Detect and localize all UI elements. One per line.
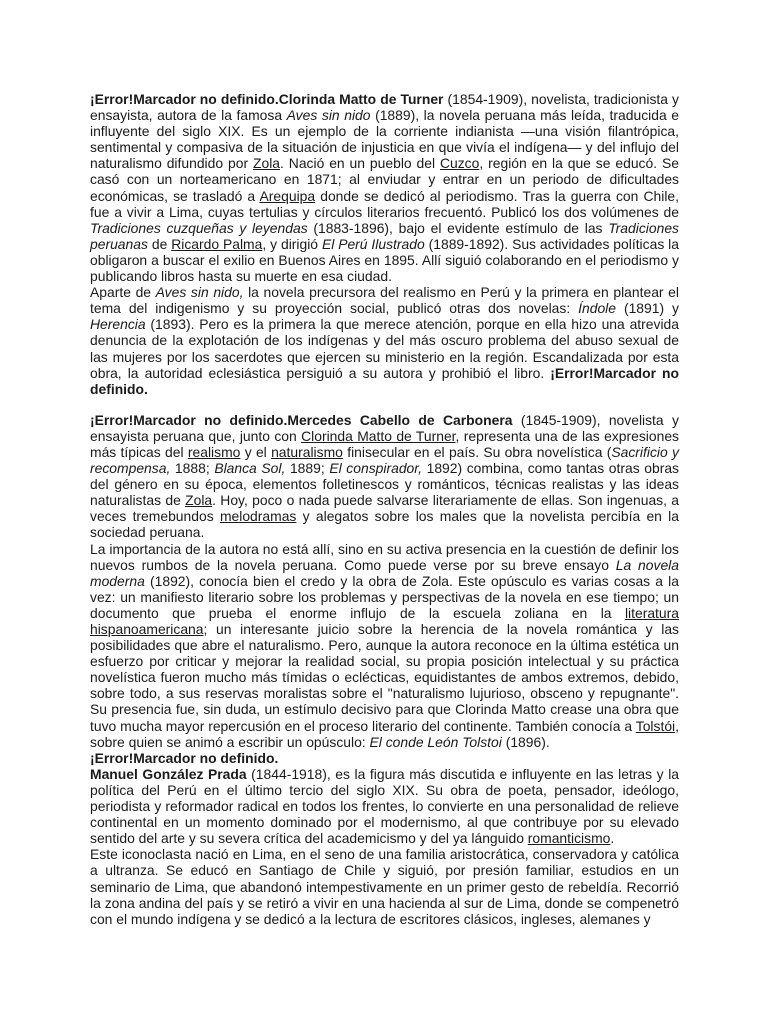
periodical-title: El Perú Ilustrado <box>321 235 425 252</box>
paragraph-autora-importancia: La importancia de la autora no está allí, sino en su activa presencia en la cuestión de definir los nuevos rumbos de la novela peruana. Como puede verse por su breve ensayo La novela moderna (1892), conocía bien el credo y la obra de Zola. Este opúsculo es varias cosas a la vez: un manifiesto literario sobre los problemas y perspectivas de la novela en ese tiempo; un documento que prueba el enorme influjo de la escuela zoliana en la literatura hispanoamericana; un interesante juicio sobre la herencia de la novela romántica y las posibilidades que abre el naturalismo. Pero, aunque la autora reconoce en la última estética un esfuerzo por criticar y mejorar la realidad social, su propia posición intelectual y su práctica novelística fueron mucho más tímidas o eclécticas, equidistantes de ambos extremos, debido, sobre todo, a sus reservas moralistas sobre el "naturalismo lujurioso, obsceno y repugnante". Su presencia fue, sin duda, un estímulo decisivo para que Clorinda Matto crease una obra que tuvo mucha mayor repercusión en el proceso literario del continente. También conocía a Tolstói, sobre quien se animó a escribir un opúsculo: El conde León Tolstoi (1896). <box>90 540 679 750</box>
paragraph-gonzalez-prada: Manuel González Prada (1844-1918), es la figura más discutida e influyente en las letras y la política del Perú en el último tercio del siglo XIX. Su obra de poeta, pensador, ideólogo, periodista y reformador radical en todos los frentes, lo convierte en una personalidad de relieve continental en un momento dominado por el modernismo, al que contribuye por su elevado sentido del arte y su severa crítica del academicismo y del ya lánguido romanticismo. <box>90 765 680 847</box>
author-name: Clorinda Matto de Turner <box>278 91 444 107</box>
link-cuzco[interactable]: Cuzco <box>439 155 480 172</box>
author-name: Manuel González Prada <box>90 765 247 782</box>
book-title: Tradiciones peruanas <box>90 219 679 252</box>
link-tolstoi[interactable]: Tolstói <box>635 717 676 734</box>
link-literatura-hispanoamericana[interactable]: literatura hispanoamericana <box>90 604 679 637</box>
link-naturalismo[interactable]: naturalismo <box>271 443 343 460</box>
book-title: El conde León Tolstoi <box>369 733 502 750</box>
link-romanticismo[interactable]: romanticismo <box>527 830 611 847</box>
book-title: Blanca Sol, <box>214 460 286 477</box>
link-clorinda-matto[interactable]: Clorinda Matto de Turner <box>301 427 456 444</box>
link-zola[interactable]: Zola <box>185 492 213 509</box>
paragraph-iconoclasta: Este iconoclasta nació en Lima, en el seno de una familia aristocrática, conservadora y católica a ultranza. Se educó en Santiago de Chile y siguió, por presión familiar, estudios en un seminario de Lima, que abandonó intempestivamente en un primer gesto de rebeldía. Recorrió la zona andina del país y se retiró a vivir en una hacienda al sur de Lima, donde se compenetró con el mundo indígena y se dedicó a la lectura de escritores clásicos, ingleses, alemanes y <box>90 846 679 927</box>
bookmark-error: ¡Error!Marcador no definido. <box>90 91 279 107</box>
bookmark-error: ¡Error!Marcador no definido. <box>90 749 279 766</box>
book-title: La novela moderna <box>90 556 679 589</box>
bookmark-error: ¡Error!Marcador no definido. <box>90 411 288 428</box>
document-page <box>90 91 679 927</box>
link-arequipa[interactable]: Arequipa <box>259 187 316 204</box>
link-ricardo-palma[interactable]: Ricardo Palma <box>171 235 263 252</box>
book-title: Tradiciones cuzqueñas y leyendas <box>90 219 308 236</box>
book-title: Aves sin nido, <box>155 284 244 301</box>
link-melodramas[interactable]: melodramas <box>219 508 297 525</box>
paragraph-gap <box>90 397 679 412</box>
link-zola[interactable]: Zola <box>252 155 281 172</box>
book-title: Índole <box>578 300 616 317</box>
book-title: Herencia <box>90 316 146 333</box>
author-name: Mercedes Cabello de Carbonera <box>287 411 513 428</box>
book-title: Sacrificio y recompensa, <box>90 443 679 477</box>
paragraph-clorinda-matto: ¡Error!Marcador no definido.Clorinda Matto de Turner (1854-1909), novelista, tradicionista y ensayista, autora de la famosa Aves sin nido (1889), la novela peruana más leída, traducida e influyente del siglo XIX. Es un ejemplo de la corriente indianista —una visión filantrópica, sentimental y compasiva de la situación de injusticia en que vivía el indígena— y del influjo del naturalismo difundido por Zola. Nació en un pueblo del Cuzco, región en la que se educó. Se casó con un norteamericano en 1871; al enviudar y entrar en un periodo de dificultades económicas, se trasladó a Arequipa donde se dedicó al periodismo. Tras la guerra con Chile, fue a vivir a Lima, cuyas tertulias y círculos literarios frecuentó. Publicó los dos volúmenes de Tradiciones cuzqueñas y leyendas (1883-1896), bajo el evidente estímulo de las Tradiciones peruanas de Ricardo Palma, y dirigió El Perú Ilustrado (1889-1892). Sus actividades políticas la obligaron a buscar el exilio en Buenos Aires en 1895. Allí siguió colaborando en el periodismo y publicando libros hasta su muerte en esa ciudad. <box>90 91 679 285</box>
link-realismo[interactable]: realismo <box>187 443 241 460</box>
bookmark-error: ¡Error!Marcador no definido. <box>90 364 680 397</box>
book-title: Aves sin nido <box>286 107 371 124</box>
book-title: El conspirador, <box>329 460 422 477</box>
paragraph-aves-sin-nido: Aparte de Aves sin nido, la novela precursora del realismo en Perú y la primera en plantear el tema del indigenismo y su proyección social, publicó otras dos novelas: Índole (1891) y Herencia (1893). Pero es la primera la que merece atención, porque en ella hizo una atrevida denuncia de la explotación de los indígenas y del más oscuro problema del abuso sexual de las mujeres por los sacerdotes que ejercen su ministerio en la región. Escandalizada por esta obra, la autoridad eclesiástica persiguió a su autora y prohibió el libro. ¡Error!Marcador no definido. <box>90 284 680 397</box>
paragraph-mercedes-cabello: ¡Error!Marcador no definido.Mercedes Cabello de Carbonera (1845-1909), novelista y ensayista peruana que, junto con Clorinda Matto de Turner, representa una de las expresiones más típicas del realismo y el naturalismo finisecular en el país. Su obra novelística (Sacrificio y recompensa, 1888; Blanca Sol, 1889; El conspirador, 1892) combina, como tantas otras obras del género en su época, elementos folletinescos y románticos, técnicas realistas y las ideas naturalistas de Zola. Hoy, poco o nada puede salvarse literariamente de ellas. Son ingenuas, a veces tremebundos melodramas y alegatos sobre los males que la novelista percibía en la sociedad peruana. <box>90 411 680 541</box>
paragraph-bookmark-error <box>90 750 679 766</box>
